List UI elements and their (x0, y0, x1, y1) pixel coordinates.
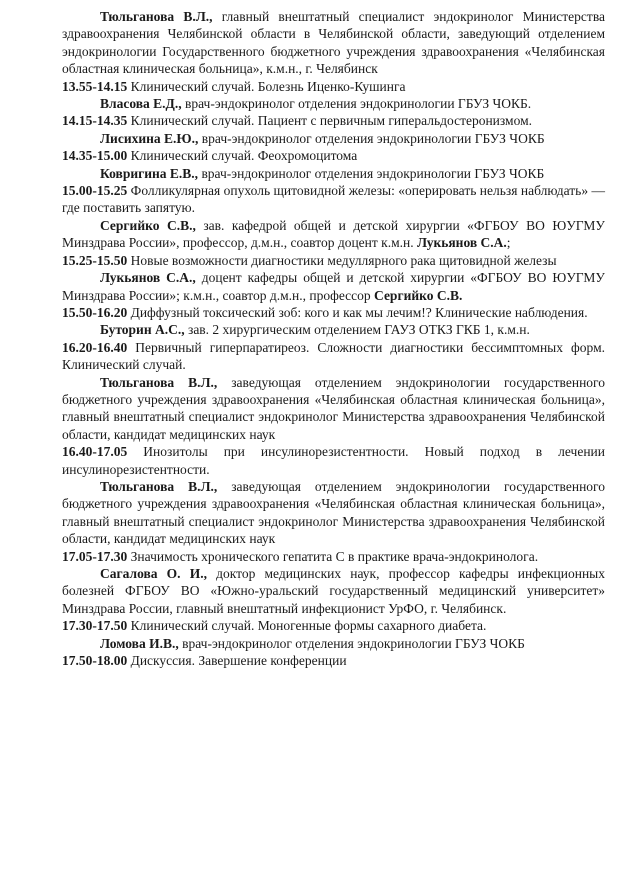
agenda-title: Клинический случай. Пациент с первичным гиперальдостеронизмом. (127, 113, 532, 129)
speaker-name: Тюльганова В.Л., (100, 9, 213, 24)
coauthor-name: Лукьянов С.А. (416, 235, 507, 251)
agenda-item (62, 252, 605, 269)
agenda-item (62, 304, 605, 321)
agenda-title: Клинический случай. Моногенные формы сахарного диабета. (127, 618, 487, 634)
speaker-description: зав. кафедрой общей и детской хирургии «ФГБОУ ВО ЮУГМУ Минздрава России», профессор, д.м.н., соавтор доцент к.м.н. (62, 217, 605, 251)
speaker-entry (62, 8, 605, 78)
agenda-time: 17.30-17.50 (62, 618, 128, 634)
speaker-name: Ковригина Е.В., (100, 165, 199, 181)
speaker-entry (62, 635, 605, 652)
speaker-description: зав. 2 хирургическим отделением ГАУЗ ОТКЗ ГКБ 1, к.м.н. (184, 322, 530, 338)
agenda-time: 17.50-18.00 (62, 653, 128, 669)
agenda-item (62, 112, 605, 129)
agenda-time: 15.50-16.20 (62, 304, 128, 320)
speaker-name: Тюльганова В.Л., (100, 374, 218, 390)
agenda-title: Фолликулярная опухоль щитовидной железы: «оперировать нельзя наблюдать» — где поставить запятую. (62, 183, 605, 216)
agenda-time: 15.25-15.50 (62, 252, 128, 268)
agenda-item (62, 147, 605, 164)
speaker-description: доктор медицинских наук, профессор кафедры инфекционных болезней ФГБОУ ВО «Южно-уральский государственный медицинский университет» Минздрава России, главный внештатный инфекционист УрФО, г. Челябинск. (62, 566, 606, 616)
speaker-entry (62, 95, 605, 112)
agenda-title: Клинический случай. Болезнь Иценко-Кушинга (127, 78, 406, 94)
speaker-description: заведующая отделением эндокринологии государственного бюджетного учреждения здравоохранения «Челябинская областная клиническая больница», главный внештатный специалист эндокринолог Министерства здравоохранения Челябинской области, кандидат медицинских наук (62, 478, 605, 547)
speaker-description: врач-эндокринолог отделения эндокринологии ГБУЗ ЧОКБ (198, 130, 545, 146)
speaker-description: главный внештатный специалист эндокринолог Министерства здравоохранения Челябинской области в Челябинской области, заведующий отделением эндокринологии Государственного бюджетного учреждения здравоохранения «Челябинская областная клиническая больница», к.м.н., г. Челябинск (62, 9, 606, 77)
speaker-name: Лукьянов С.А., (100, 270, 196, 286)
agenda-title: Диффузный токсический зоб: кого и как мы лечим!? Клинические наблюдения. (127, 304, 588, 320)
coauthor-name: Сергийко С.В. (374, 287, 463, 303)
speaker-description: заведующая отделением эндокринологии государственного бюджетного учреждения здравоохранения «Челябинская областная клиническая больница», главный внештатный специалист эндокринолог Министерства здравоохранения Челябинской области, кандидат медицинских наук (62, 374, 605, 442)
agenda-title: Клинический случай. Феохромоцитома (127, 148, 358, 164)
speaker-description: доцент кафедры общей и детской хирургии «ФГБОУ ВО ЮУГМУ Минздрава России»; к.м.н., соавтор д.м.н., профессор (62, 270, 605, 303)
agenda-time: 16.40-17.05 (62, 444, 128, 460)
speaker-name: Лисихина Е.Ю., (100, 130, 199, 146)
speaker-name: Сагалова О. И., (100, 566, 207, 581)
speaker-entry (62, 269, 605, 304)
agenda-title: Значимость хронического гепатита С в практике врача-эндокринолога. (127, 548, 539, 564)
agenda-title: Первичный гиперпаратиреоз. Сложности диагностики бессимптомных форм. Клинический случай. (62, 339, 605, 373)
agenda-time: 17.05-17.30 (62, 548, 128, 564)
agenda-time: 14.35-15.00 (62, 148, 128, 164)
agenda-item (62, 548, 605, 565)
speaker-entry (62, 478, 605, 548)
agenda-time: 13.55-14.15 (62, 78, 128, 94)
speaker-entry (62, 165, 605, 182)
speaker-entry (62, 217, 605, 252)
speaker-description: врач-эндокринолог отделения эндокринологии ГБУЗ ЧОКБ. (181, 96, 532, 112)
speaker-description: врач-эндокринолог отделения эндокринологии ГБУЗ ЧОКБ (178, 635, 525, 651)
speaker-name: Тюльганова В.Л., (100, 478, 218, 494)
speaker-entry (62, 374, 605, 444)
speaker-name: Буторин А.С., (100, 322, 185, 338)
speaker-name: Ломова И.В., (100, 635, 179, 651)
agenda-item (62, 617, 605, 634)
speaker-name: Власова Е.Д., (100, 96, 182, 112)
speaker-entry (62, 130, 605, 147)
agenda-item (62, 78, 605, 95)
agenda-item (62, 652, 605, 669)
agenda-item (62, 339, 605, 374)
agenda-title: Дискуссия. Завершение конференции (127, 653, 347, 669)
agenda-title: Инозитолы при инсулинорезистентности. Новый подход в лечении инсулинорезистентности. (62, 444, 605, 477)
agenda-time: 14.15-14.35 (62, 113, 128, 129)
agenda-item (62, 182, 605, 217)
speaker-entry (62, 321, 605, 338)
speaker-entry (62, 565, 605, 617)
speaker-tail: ; (506, 235, 511, 251)
agenda-title: Новые возможности диагностики медуллярного рака щитовидной железы (127, 252, 557, 268)
agenda-time: 15.00-15.25 (62, 183, 128, 199)
agenda-item (62, 443, 605, 478)
speaker-name: Сергийко С.В., (100, 217, 196, 233)
speaker-description: врач-эндокринолог отделения эндокринологии ГБУЗ ЧОКБ (198, 165, 545, 181)
agenda-time: 16.20-16.40 (62, 339, 128, 355)
